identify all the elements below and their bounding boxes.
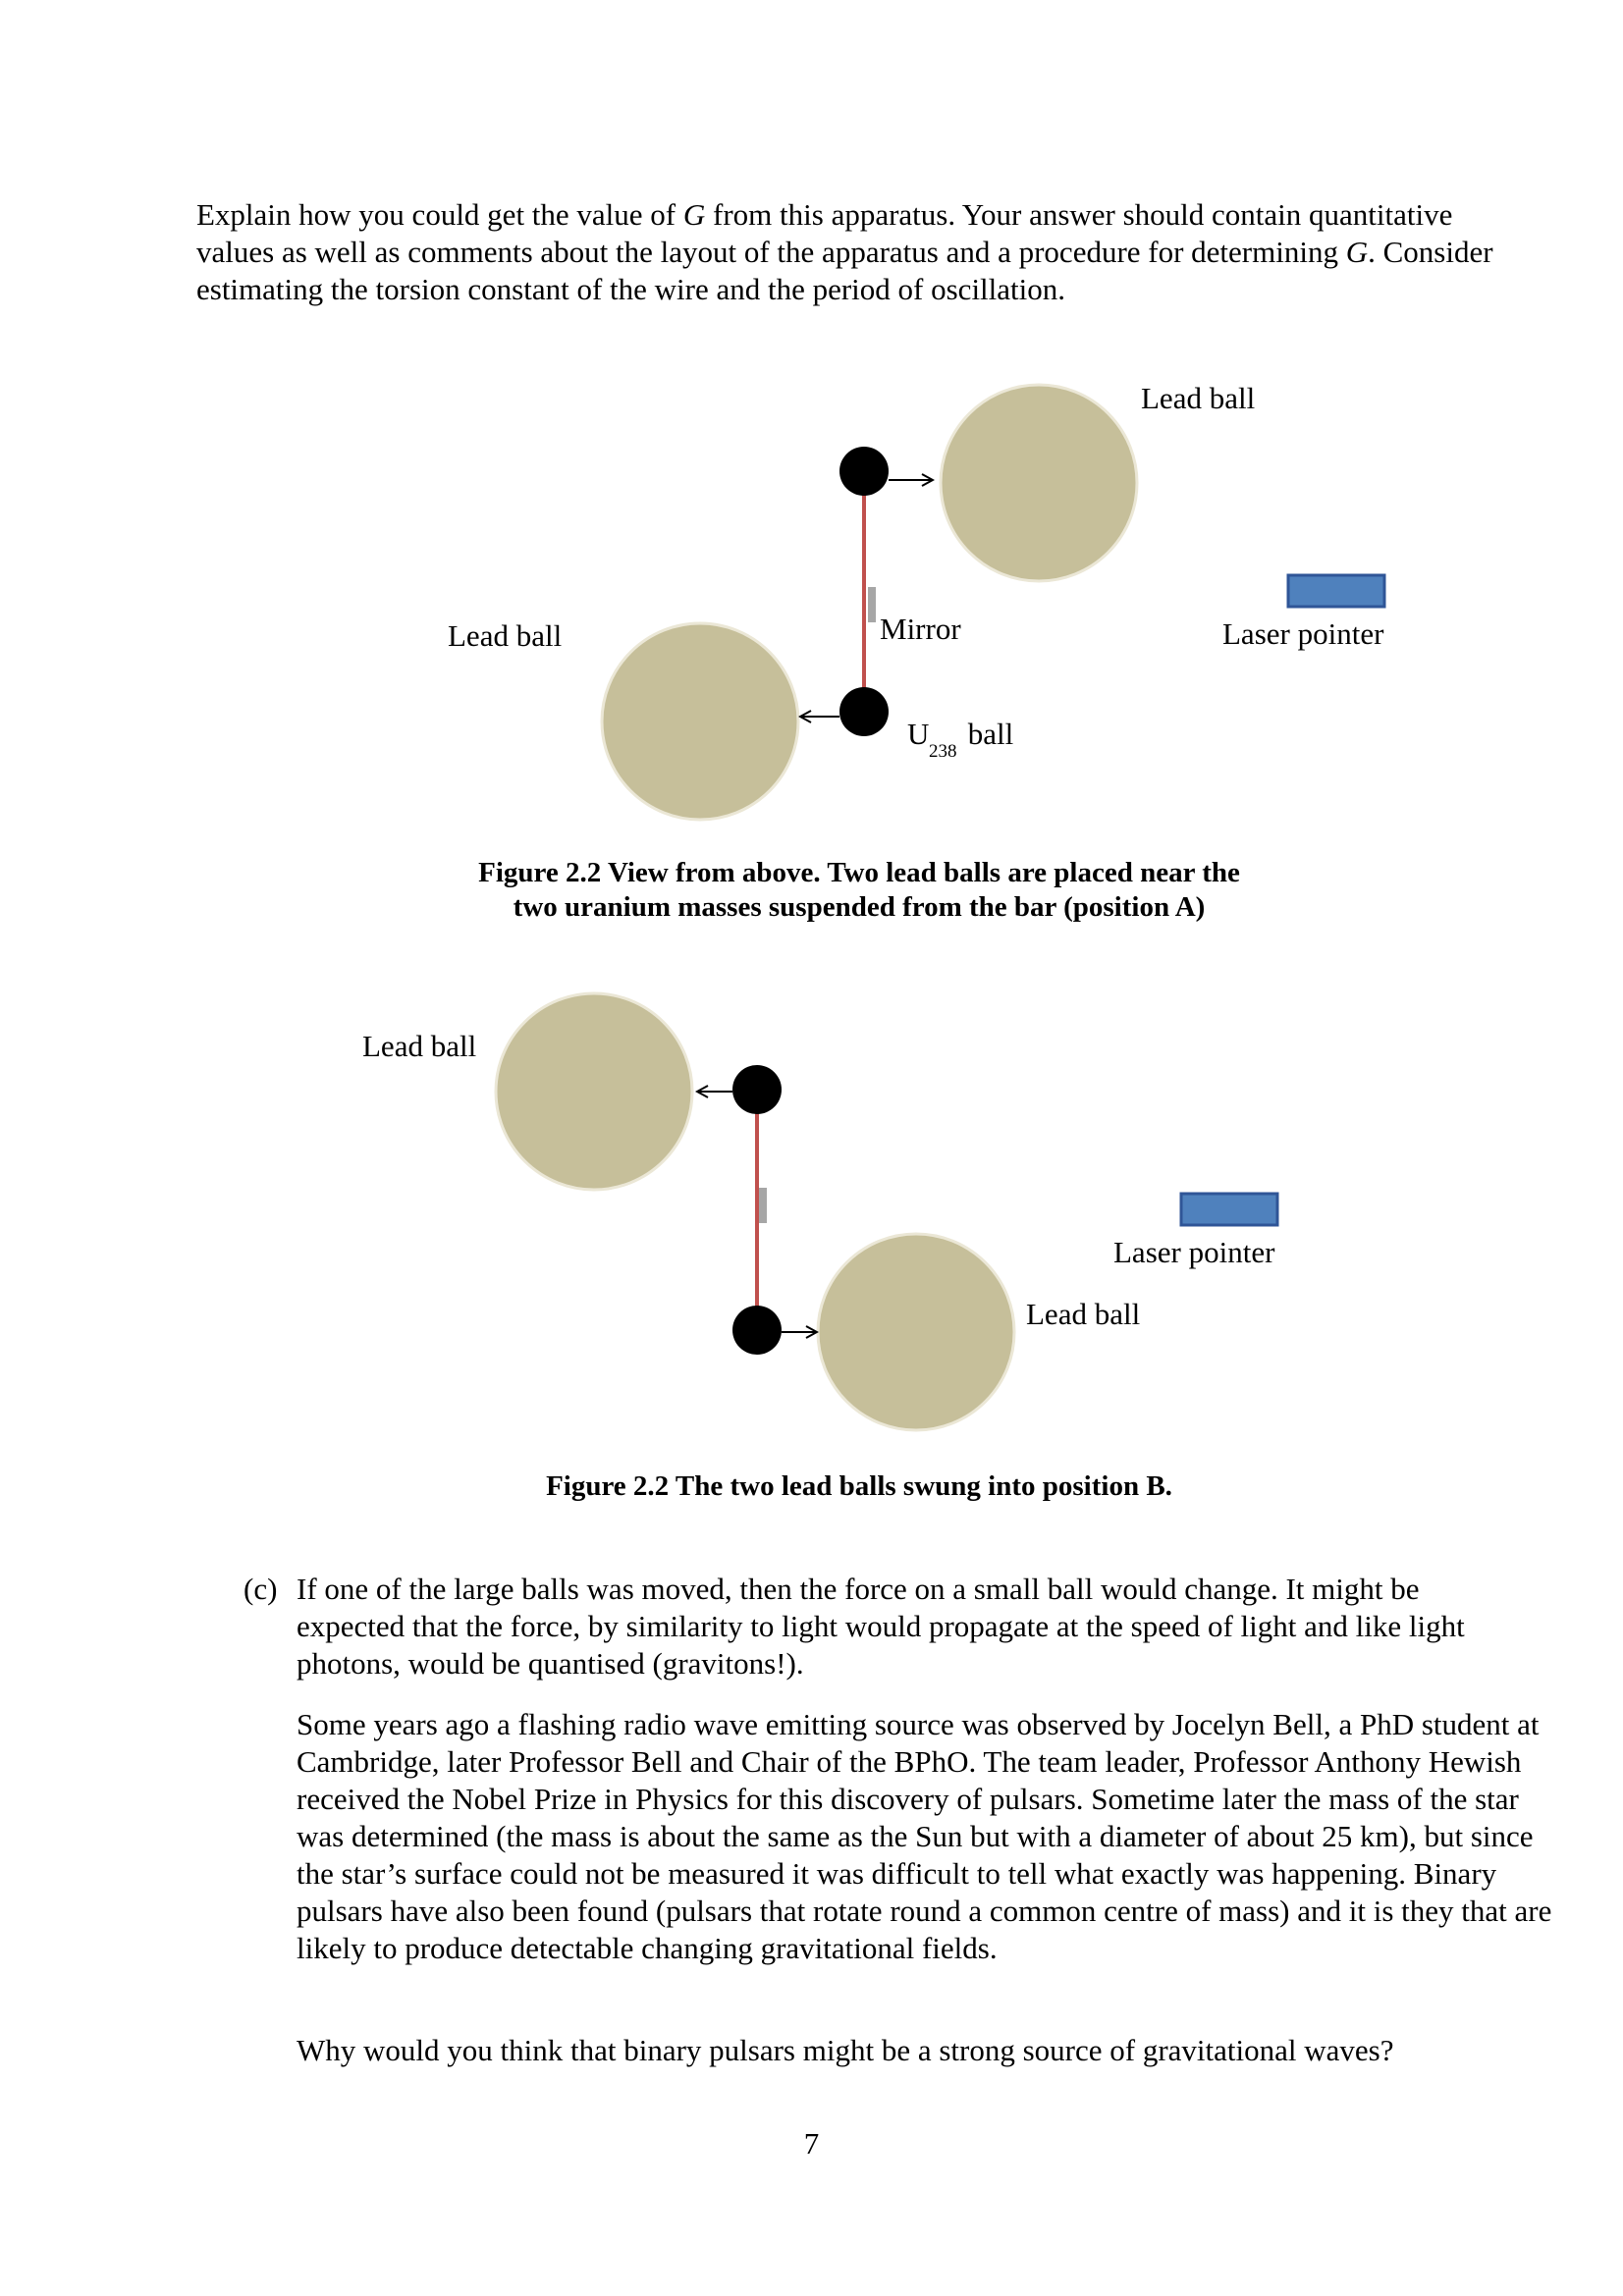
lead-ball-top <box>496 993 692 1190</box>
lead-ball-label-top: Lead ball <box>362 1029 477 1063</box>
part-c-label: (c) <box>243 1572 278 1606</box>
part-c-text: If one of the large balls was moved, then the force on a small ball would change. It might be expected that the force, by similarity to light would propagate at the speed of light and like light photons, would be quantised (gravitons!). <box>297 1572 1465 1681</box>
uranium-suffix: ball <box>960 717 1014 751</box>
laser-pointer-label: Laser pointer <box>1113 1235 1275 1269</box>
uranium-label: U <box>907 717 930 751</box>
figure-a-caption-line1: Figure 2.2 View from above. Two lead balls are placed near the <box>478 857 1240 888</box>
lead-ball-label-left: Lead ball <box>448 618 563 653</box>
page-number: 7 <box>803 2126 820 2161</box>
mirror-label: Mirror <box>880 612 961 646</box>
lead-ball-label-bottom: Lead ball <box>1026 1297 1141 1331</box>
pulsar-paragraph: Some years ago a flashing radio wave emitting source was observed by Jocelyn Bell, a PhD student at Cambridge, later Professor Bell and Chair of the BPhO. The team leader, Professor Anthony Hewish received the Nobel Prize in Physics for this discovery of pulsars. Sometime later the mass of the star was determined (the mass is about the same as the Sun but with a diameter of about 25 km), but since the star’s surface could not be measured it was difficult to tell what exactly was happening. Binary pulsars have also been found (pulsars that rotate round a common centre of mass) and it is they that are likely to produce detectable changing gravitational fields. <box>297 1707 1552 1965</box>
mirror <box>759 1188 767 1223</box>
uranium-ball-bottom <box>732 1306 782 1355</box>
uranium-subscript: 238 <box>929 741 957 762</box>
intro-text-1: Explain how you could get the value of <box>196 197 683 232</box>
figure-a-caption-line2: two uranium masses suspended from the bar (position A) <box>513 891 1206 923</box>
intro-text-2: from this apparatus. Your answer should contain quantitative values as well as comments about the layout of the apparatus and a procedure for determining <box>196 197 1453 269</box>
laser-pointer-label: Laser pointer <box>1222 616 1384 651</box>
intro-text-3: . Consider estimating the torsion constant of the wire and the period of oscillation. <box>196 235 1493 306</box>
g-symbol: G <box>1345 235 1369 269</box>
uranium-ball-top <box>732 1065 782 1114</box>
question-text: Why would you think that binary pulsars might be a strong source of gravitational waves? <box>297 2033 1394 2067</box>
lead-ball-label-top: Lead ball <box>1141 381 1256 415</box>
figure-b-caption: Figure 2.2 The two lead balls swung into position B. <box>546 1470 1172 1502</box>
laser-pointer <box>1181 1194 1277 1225</box>
g-symbol: G <box>682 197 706 232</box>
lead-ball-bottom <box>818 1234 1014 1430</box>
